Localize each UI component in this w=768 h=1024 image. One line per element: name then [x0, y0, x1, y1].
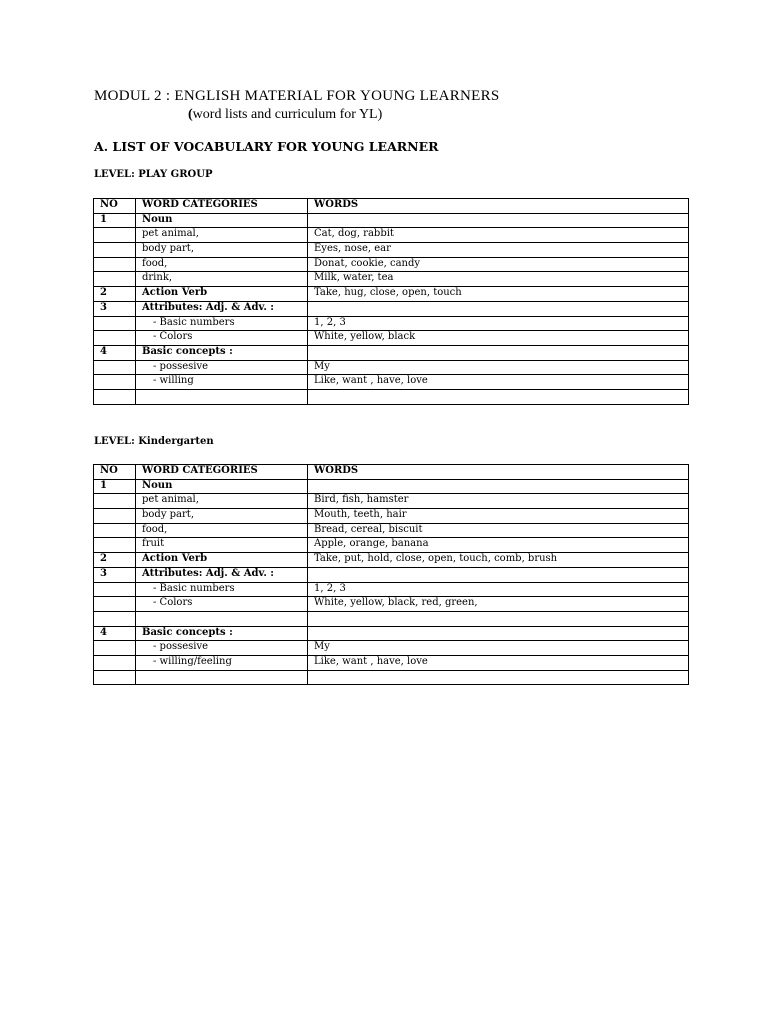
row-category: pet animal,	[136, 494, 308, 509]
row-category: Noun	[136, 213, 308, 228]
row-number	[94, 360, 136, 375]
row-words: 1, 2, 3	[308, 582, 689, 597]
header-no: NO	[94, 465, 136, 480]
row-category: food,	[136, 257, 308, 272]
row-words	[308, 345, 689, 360]
table-row	[94, 213, 689, 228]
row-category: drink,	[136, 272, 308, 287]
play-group-table	[93, 198, 689, 405]
row-number	[94, 494, 136, 509]
header-word-categories: WORD CATEGORIES	[136, 465, 308, 480]
row-number	[94, 611, 136, 626]
row-words: 1, 2, 3	[308, 316, 689, 331]
row-number: 3	[94, 567, 136, 582]
row-number	[94, 597, 136, 612]
row-number	[94, 670, 136, 685]
row-category: - possesive	[136, 360, 308, 375]
row-number: 2	[94, 553, 136, 568]
row-category: pet animal,	[136, 228, 308, 243]
table-row	[94, 494, 689, 509]
header-word-categories: WORD CATEGORIES	[136, 199, 308, 214]
row-words: My	[308, 360, 689, 375]
row-words: Donat, cookie, candy	[308, 257, 689, 272]
row-number	[94, 509, 136, 524]
row-number	[94, 316, 136, 331]
table-row	[94, 243, 689, 258]
subtitle-text: word lists and curriculum for YL)	[192, 107, 383, 122]
row-words: Cat, dog, rabbit	[308, 228, 689, 243]
table-row	[94, 389, 689, 404]
table-row	[94, 316, 689, 331]
row-category	[136, 670, 308, 685]
level-label-kindergarten: LEVEL: Kindergarten	[94, 436, 214, 447]
kindergarten-table	[93, 464, 689, 685]
table-row	[94, 626, 689, 641]
row-category: - Colors	[136, 597, 308, 612]
row-number	[94, 272, 136, 287]
row-words: Eyes, nose, ear	[308, 243, 689, 258]
row-category: Basic concepts :	[136, 626, 308, 641]
row-category	[136, 389, 308, 404]
table-header-row	[94, 199, 689, 214]
table-row	[94, 257, 689, 272]
row-category: Attributes: Adj. & Adv. :	[136, 301, 308, 316]
row-category: - Basic numbers	[136, 316, 308, 331]
row-words: Take, put, hold, close, open, touch, comb, brush	[308, 553, 689, 568]
table-row	[94, 272, 689, 287]
row-words	[308, 301, 689, 316]
table-row	[94, 523, 689, 538]
table-row	[94, 553, 689, 568]
row-number: 1	[94, 479, 136, 494]
row-number	[94, 582, 136, 597]
row-words	[308, 611, 689, 626]
row-words: Apple, orange, banana	[308, 538, 689, 553]
row-words: Milk, water, tea	[308, 272, 689, 287]
table-row	[94, 345, 689, 360]
row-category: - possesive	[136, 641, 308, 656]
row-number	[94, 243, 136, 258]
table-row	[94, 582, 689, 597]
header-words: WORDS	[308, 199, 689, 214]
table-row	[94, 331, 689, 346]
row-words	[308, 389, 689, 404]
row-number: 4	[94, 345, 136, 360]
header-words: WORDS	[308, 465, 689, 480]
header-no: NO	[94, 199, 136, 214]
row-words	[308, 213, 689, 228]
row-category: - Colors	[136, 331, 308, 346]
row-words: Take, hug, close, open, touch	[308, 287, 689, 302]
table-header-row	[94, 465, 689, 480]
row-number	[94, 257, 136, 272]
row-number: 4	[94, 626, 136, 641]
row-words: My	[308, 641, 689, 656]
table-row	[94, 479, 689, 494]
row-words	[308, 479, 689, 494]
row-number	[94, 538, 136, 553]
row-category: Action Verb	[136, 553, 308, 568]
table-row	[94, 597, 689, 612]
row-words: Like, want , have, love	[308, 375, 689, 390]
row-words	[308, 670, 689, 685]
row-category: Attributes: Adj. & Adv. :	[136, 567, 308, 582]
table-row	[94, 509, 689, 524]
row-number: 1	[94, 213, 136, 228]
table-row	[94, 375, 689, 390]
row-number	[94, 375, 136, 390]
table-row	[94, 670, 689, 685]
table-row	[94, 287, 689, 302]
row-number	[94, 389, 136, 404]
row-category: body part,	[136, 509, 308, 524]
row-category: - willing	[136, 375, 308, 390]
row-category: - Basic numbers	[136, 582, 308, 597]
table-row	[94, 538, 689, 553]
table-row	[94, 228, 689, 243]
level-label-play-group: LEVEL: PLAY GROUP	[94, 169, 213, 180]
table-row	[94, 655, 689, 670]
table-row	[94, 567, 689, 582]
row-category: Action Verb	[136, 287, 308, 302]
row-category: Basic concepts :	[136, 345, 308, 360]
table-row	[94, 641, 689, 656]
section-heading: A. LIST OF VOCABULARY FOR YOUNG LEARNER	[94, 139, 439, 154]
row-category	[136, 611, 308, 626]
document-subtitle	[188, 107, 382, 123]
row-words: Like, want , have, love	[308, 655, 689, 670]
row-words: Bird, fish, hamster	[308, 494, 689, 509]
row-category: food,	[136, 523, 308, 538]
table-row	[94, 611, 689, 626]
row-category: Noun	[136, 479, 308, 494]
row-words: White, yellow, black	[308, 331, 689, 346]
row-number	[94, 228, 136, 243]
row-category: body part,	[136, 243, 308, 258]
row-words: Mouth, teeth, hair	[308, 509, 689, 524]
row-category: - willing/feeling	[136, 655, 308, 670]
row-number: 3	[94, 301, 136, 316]
row-words: White, yellow, black, red, green,	[308, 597, 689, 612]
row-number: 2	[94, 287, 136, 302]
row-number	[94, 641, 136, 656]
row-category: fruit	[136, 538, 308, 553]
subtitle-paren: (	[188, 107, 193, 122]
document-title: MODUL 2 : ENGLISH MATERIAL FOR YOUNG LEARNERS	[94, 88, 500, 104]
row-number	[94, 331, 136, 346]
row-words	[308, 567, 689, 582]
row-words: Bread, cereal, biscuit	[308, 523, 689, 538]
table-row	[94, 360, 689, 375]
row-words	[308, 626, 689, 641]
table-row	[94, 301, 689, 316]
row-number	[94, 523, 136, 538]
row-number	[94, 655, 136, 670]
